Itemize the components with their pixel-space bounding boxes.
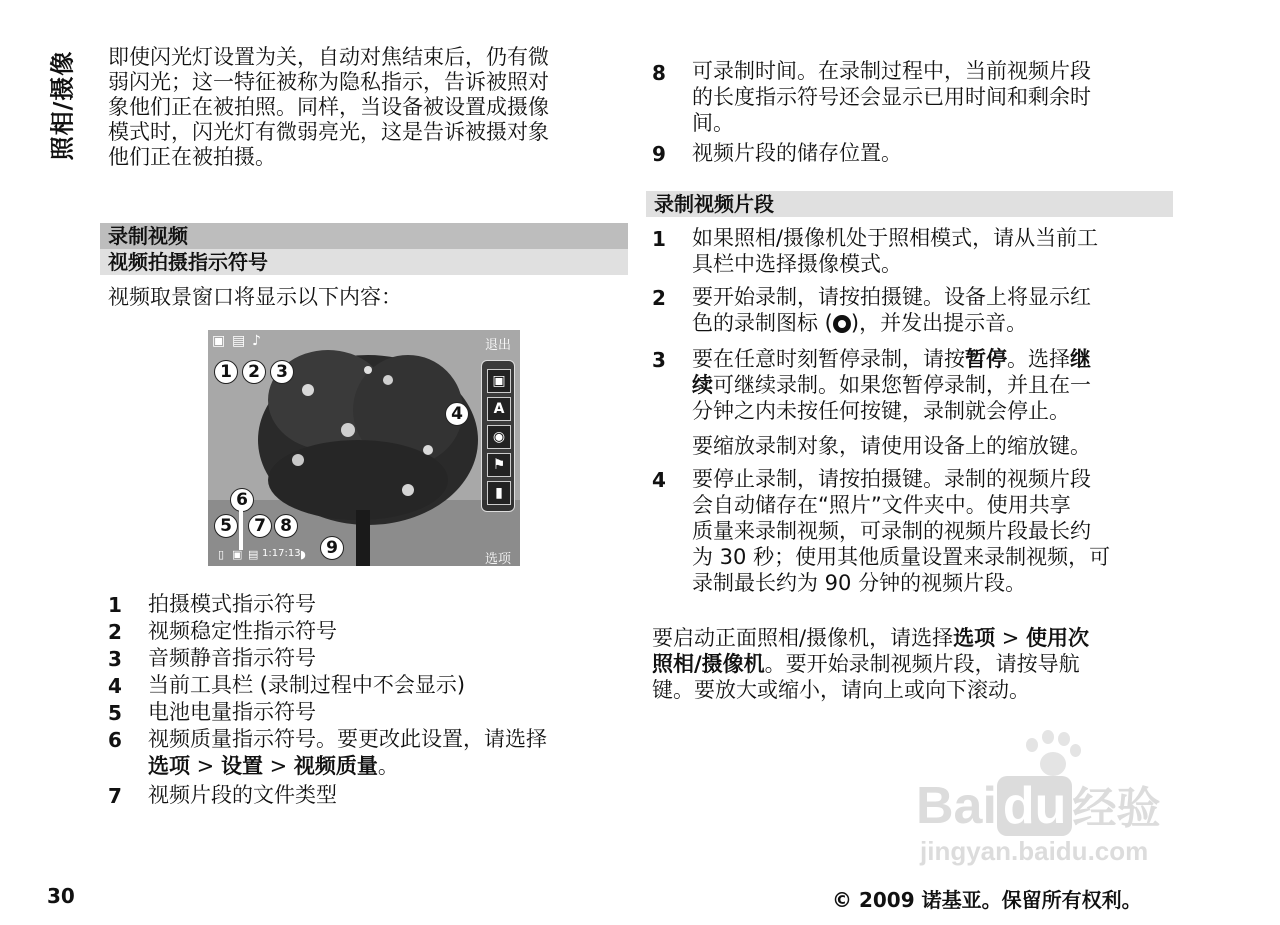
menu-link-use-secondary-camera[interactable]: 照相/摄像机 <box>652 652 765 676</box>
toolbar-flash-icon[interactable]: ◉ <box>487 425 511 449</box>
list-item-number: 2 <box>108 620 122 644</box>
sentence-end: 。 <box>377 754 399 778</box>
audio-mute-icon: ♪ <box>252 333 261 349</box>
menu-link-continue[interactable]: 继 <box>1070 347 1091 371</box>
intro-line: 即使闪光灯设置为关，自动对焦结束后，仍有微 <box>108 45 549 69</box>
intro-line: 他们正在被拍摄。 <box>108 145 276 169</box>
toolbar-mode-icon[interactable]: ▣ <box>487 369 511 393</box>
list-item-number: 9 <box>652 142 666 166</box>
menu-separator: > <box>190 754 221 778</box>
step-line: 质量来录制视频，可录制的视频片段最长约 <box>692 519 1091 543</box>
menu-link-settings[interactable]: 设置 <box>220 754 263 778</box>
list-item-number: 3 <box>108 647 122 671</box>
step-line <box>692 346 1091 372</box>
copyright-notice: © 2009 诺基亚。保留所有权利。 <box>832 888 1142 912</box>
step-number: 1 <box>652 227 666 251</box>
step-text: 色的录制图标 ( <box>692 311 833 335</box>
watermark-brand <box>916 772 1160 836</box>
list-item-number: 5 <box>108 701 122 725</box>
video-mode-icon: ▣ <box>212 333 226 349</box>
step-line: 录制最长约为 90 分钟的视频片段。 <box>692 571 1027 595</box>
step-number: 3 <box>652 348 666 372</box>
menu-separator: > <box>262 754 294 778</box>
watermark-cn-text: 经验 <box>1072 784 1161 833</box>
callout-8: 8 <box>274 514 298 538</box>
viewfinder-screenshot <box>208 330 520 566</box>
section-heading-indicators <box>100 249 628 275</box>
list-item: 电池电量指示符号 <box>148 700 316 724</box>
step-line: 要开始录制，请按拍摄键。设备上将显示红 <box>692 285 1091 309</box>
list-item-line: 的长度指示符号还会显示已用时间和剩余时 <box>692 85 1091 109</box>
list-item-number: 7 <box>108 784 122 808</box>
callout-4: 4 <box>445 402 469 426</box>
menu-separator: > <box>995 626 1027 650</box>
side-title-text: 照相/摄像 <box>48 50 77 160</box>
step-text: 。选择 <box>1007 347 1070 371</box>
viewfinder-intro: 视频取景窗口将显示以下内容： <box>108 285 402 309</box>
watermark-url: jingyan.baidu.com <box>920 836 1149 866</box>
menu-link-options[interactable]: 选项 <box>953 626 996 650</box>
step-line: 要停止录制，请按拍摄键。录制的视频片段 <box>692 467 1091 491</box>
step-number: 4 <box>652 468 666 492</box>
step-item <box>692 466 1110 596</box>
list-item: 当前工具栏 (录制过程中不会显示) <box>148 673 466 697</box>
callout-2: 2 <box>242 360 266 384</box>
step-line: 会自动储存在“照片”文件夹中。使用共享 <box>692 493 1071 517</box>
callout-1: 1 <box>214 360 238 384</box>
intro-paragraph <box>108 45 628 170</box>
list-item-number: 6 <box>108 728 122 752</box>
options-softkey[interactable]: 选项 <box>485 552 512 566</box>
list-item-line: 间。 <box>692 111 734 135</box>
list-item-number: 8 <box>652 61 666 85</box>
step-line: 为 30 秒；使用其他质量设置来录制视频，可 <box>692 545 1111 569</box>
zoom-note: 要缩放录制对象，请使用设备上的缩放键。 <box>692 434 1091 458</box>
step-item <box>692 346 1091 424</box>
step-text: 可继续录制。如果您暂停录制，并且在一 <box>713 373 1091 397</box>
menu-link-video-quality[interactable]: 视频质量 <box>293 754 378 778</box>
watermark-brand-badge: du <box>997 776 1073 836</box>
menu-link-use-secondary-camera[interactable]: 使用次 <box>1026 626 1090 650</box>
list-item <box>692 58 1091 136</box>
menu-link-continue[interactable]: 续 <box>692 373 713 397</box>
section-heading-text: 视频拍摄指示符号 <box>108 250 268 274</box>
baidu-watermark <box>880 730 1210 870</box>
menu-link-pause[interactable]: 暂停 <box>965 347 1007 371</box>
callout-5: 5 <box>214 514 238 538</box>
section-heading-text: 录制视频片段 <box>654 192 774 216</box>
exit-softkey[interactable]: 退出 <box>485 338 512 353</box>
intro-line: 弱闪光；这一特征被称为隐私指示，告诉被照对 <box>108 70 549 94</box>
active-toolbar <box>481 360 515 512</box>
step-item <box>692 284 1091 336</box>
section-heading-record-video <box>100 223 628 249</box>
list-item: 视频质量指示符号。要更改此设置，请选择 <box>148 727 547 751</box>
step-line: 如果照相/摄像机处于照相模式，请从当前工 <box>692 226 1099 250</box>
list-item: 音频静音指示符号 <box>148 646 316 670</box>
step-line <box>692 310 1091 336</box>
step-line: 分钟之内未按任何按键，录制就会停止。 <box>692 399 1070 423</box>
list-item-number: 1 <box>108 593 122 617</box>
step-text: 要在任意时刻暂停录制，请按 <box>692 347 965 371</box>
file-type-icon: ▤ <box>248 548 259 561</box>
toolbar-color-icon[interactable]: ▮ <box>487 481 511 505</box>
intro-line: 模式时，闪光灯有微弱亮光，这是告诉被摄对象 <box>108 120 549 144</box>
paragraph-line: 键。要放大或缩小，请向上或向下滚动。 <box>652 678 1030 702</box>
paragraph-line <box>652 625 1089 651</box>
callout-6-pointer <box>239 510 243 550</box>
step-text: )，并发出提示音。 <box>850 311 1028 335</box>
record-icon <box>833 315 851 333</box>
stabilization-icon: ▤ <box>232 333 246 349</box>
step-line: 具栏中选择摄像模式。 <box>692 252 902 276</box>
list-item: 视频片段的储存位置。 <box>692 141 902 165</box>
step-line <box>692 372 1091 398</box>
list-item: 视频稳定性指示符号 <box>148 619 337 643</box>
paragraph-line <box>652 651 1089 677</box>
callout-3: 3 <box>270 360 294 384</box>
callout-7: 7 <box>248 514 272 538</box>
list-item-number: 4 <box>108 674 122 698</box>
section-heading-text: 录制视频 <box>108 224 188 248</box>
intro-line: 象他们正在被拍照。同样，当设备被设置成摄像 <box>108 95 549 119</box>
watermark-brand-text: Bai <box>916 777 997 835</box>
list-item-line: 可录制时间。在录制过程中，当前视频片段 <box>692 59 1091 83</box>
step-item <box>692 225 1098 277</box>
section-heading-record-clip <box>646 191 1173 217</box>
callout-6: 6 <box>230 488 254 512</box>
battery-icon: ▯ <box>218 548 225 561</box>
list-item: 拍摄模式指示符号 <box>148 592 316 616</box>
list-item: 视频片段的文件类型 <box>148 783 337 807</box>
front-camera-paragraph <box>652 625 1089 703</box>
paragraph-text: 。要开始录制视频片段，请按导航 <box>764 652 1080 676</box>
toolbar-scene-icon[interactable]: ⚑ <box>487 453 511 477</box>
side-section-title <box>38 30 82 180</box>
quality-icon: ▣ <box>232 548 243 561</box>
recording-timer: 1:17:13 <box>262 548 301 559</box>
callout-9: 9 <box>320 536 344 560</box>
step-number: 2 <box>652 286 666 310</box>
page-number: 30 <box>47 884 75 908</box>
toolbar-auto-icon[interactable]: A <box>487 397 511 421</box>
menu-link-options[interactable]: 选项 <box>148 754 190 778</box>
list-item-6-menu-path <box>148 753 399 780</box>
paragraph-text: 要启动正面照相/摄像机，请选择 <box>652 626 954 650</box>
storage-icon: ◗ <box>300 548 306 561</box>
